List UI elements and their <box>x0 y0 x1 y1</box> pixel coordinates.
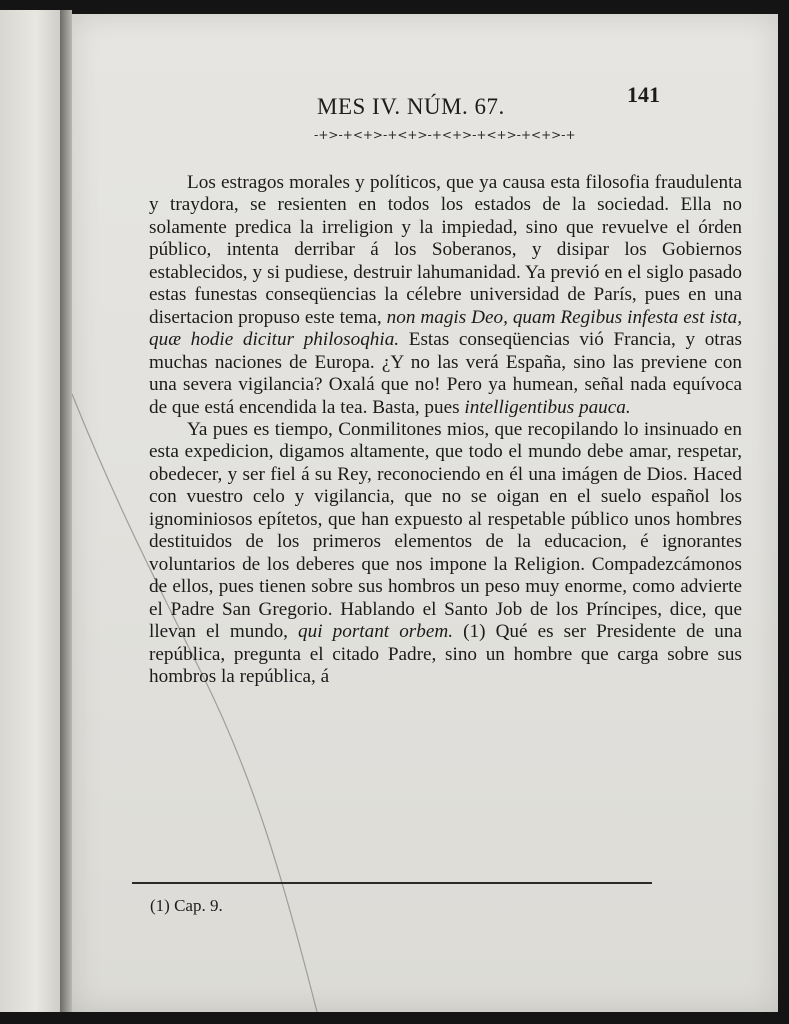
ornamental-rule: -+>-+<+>-+<+>-+<+>-+<+>-+<+>-+ <box>314 128 576 142</box>
book-page <box>72 14 778 1012</box>
footnote-rule <box>132 882 652 884</box>
text-run: Estas conseqüencias vió Francia, y otras muchas naciones de Europa. ¿Y no las verá España, sino las previene con una severa vigilancia? Oxalá que no! Pero ya humean, señal nada equívoca de que está encendida la tea. Basta, pues <box>149 329 742 418</box>
italic-latin: intelligentibus pauca. <box>464 396 631 418</box>
left-page-edge <box>0 10 61 1012</box>
text-run: Ya pues es tiempo, Conmilitones mios, que recopilando lo insinuado en esta expedicion, digamos altamente, que todo el mundo debe amar, respetar, obedecer, y ser fiel á su Rey, reconociendo en él una imágen de Dios. Haced con vuestro celo y vigilancia, que no se oigan en el suelo español los ignominiosos epítetos, que han expuesto al respetable público unos hombres destituidos de los primeros elementos de la educacion, é ignorantes voluntarios de los deberes que nos impone la Religion. Compadezcámonos de ellos, pues tienen sobre sus hombros un peso muy enorme, como advierte el Padre San Gregorio. Hablando el Santo Job de los Príncipes, dice, que llevan el mundo, <box>149 418 742 643</box>
footnote: (1) Cap. 9. <box>150 896 223 915</box>
italic-quote: non magis Deo, quam Regibus infesta est ista, quæ hodie dicitur philosoqhia. <box>149 306 743 351</box>
paragraph <box>149 172 742 419</box>
body-text <box>149 172 742 688</box>
text-run: Los estragos morales y políticos, que ya causa esta filosofia fraudulenta y traydora, se resienten en todos los estados de la sociedad. Ella no solamente predica la irreligion y la impiedad, sino que revuelve el órden público, intenta derribar á los Soberanos, y disipar los Gobiernos establecidos, y si pudiese, destruir lahumanidad. Ya previó en el siglo pasado estas funestas conseqüencias la célebre universidad de París, pues en una disertacion propuso este tema, <box>149 172 742 328</box>
italic-quote: qui portant orbem. <box>298 621 454 643</box>
page-header <box>132 82 732 122</box>
page-number: 141 <box>627 82 660 107</box>
text-run: (1) Qué es ser Presidente de una república, pregunta el citado Padre, sino un hombre que carga sobre sus hombros la república, á <box>149 621 742 687</box>
paragraph <box>149 419 742 688</box>
book-gutter <box>60 10 72 1012</box>
running-head: MES IV. NÚM. 67. <box>317 94 505 119</box>
